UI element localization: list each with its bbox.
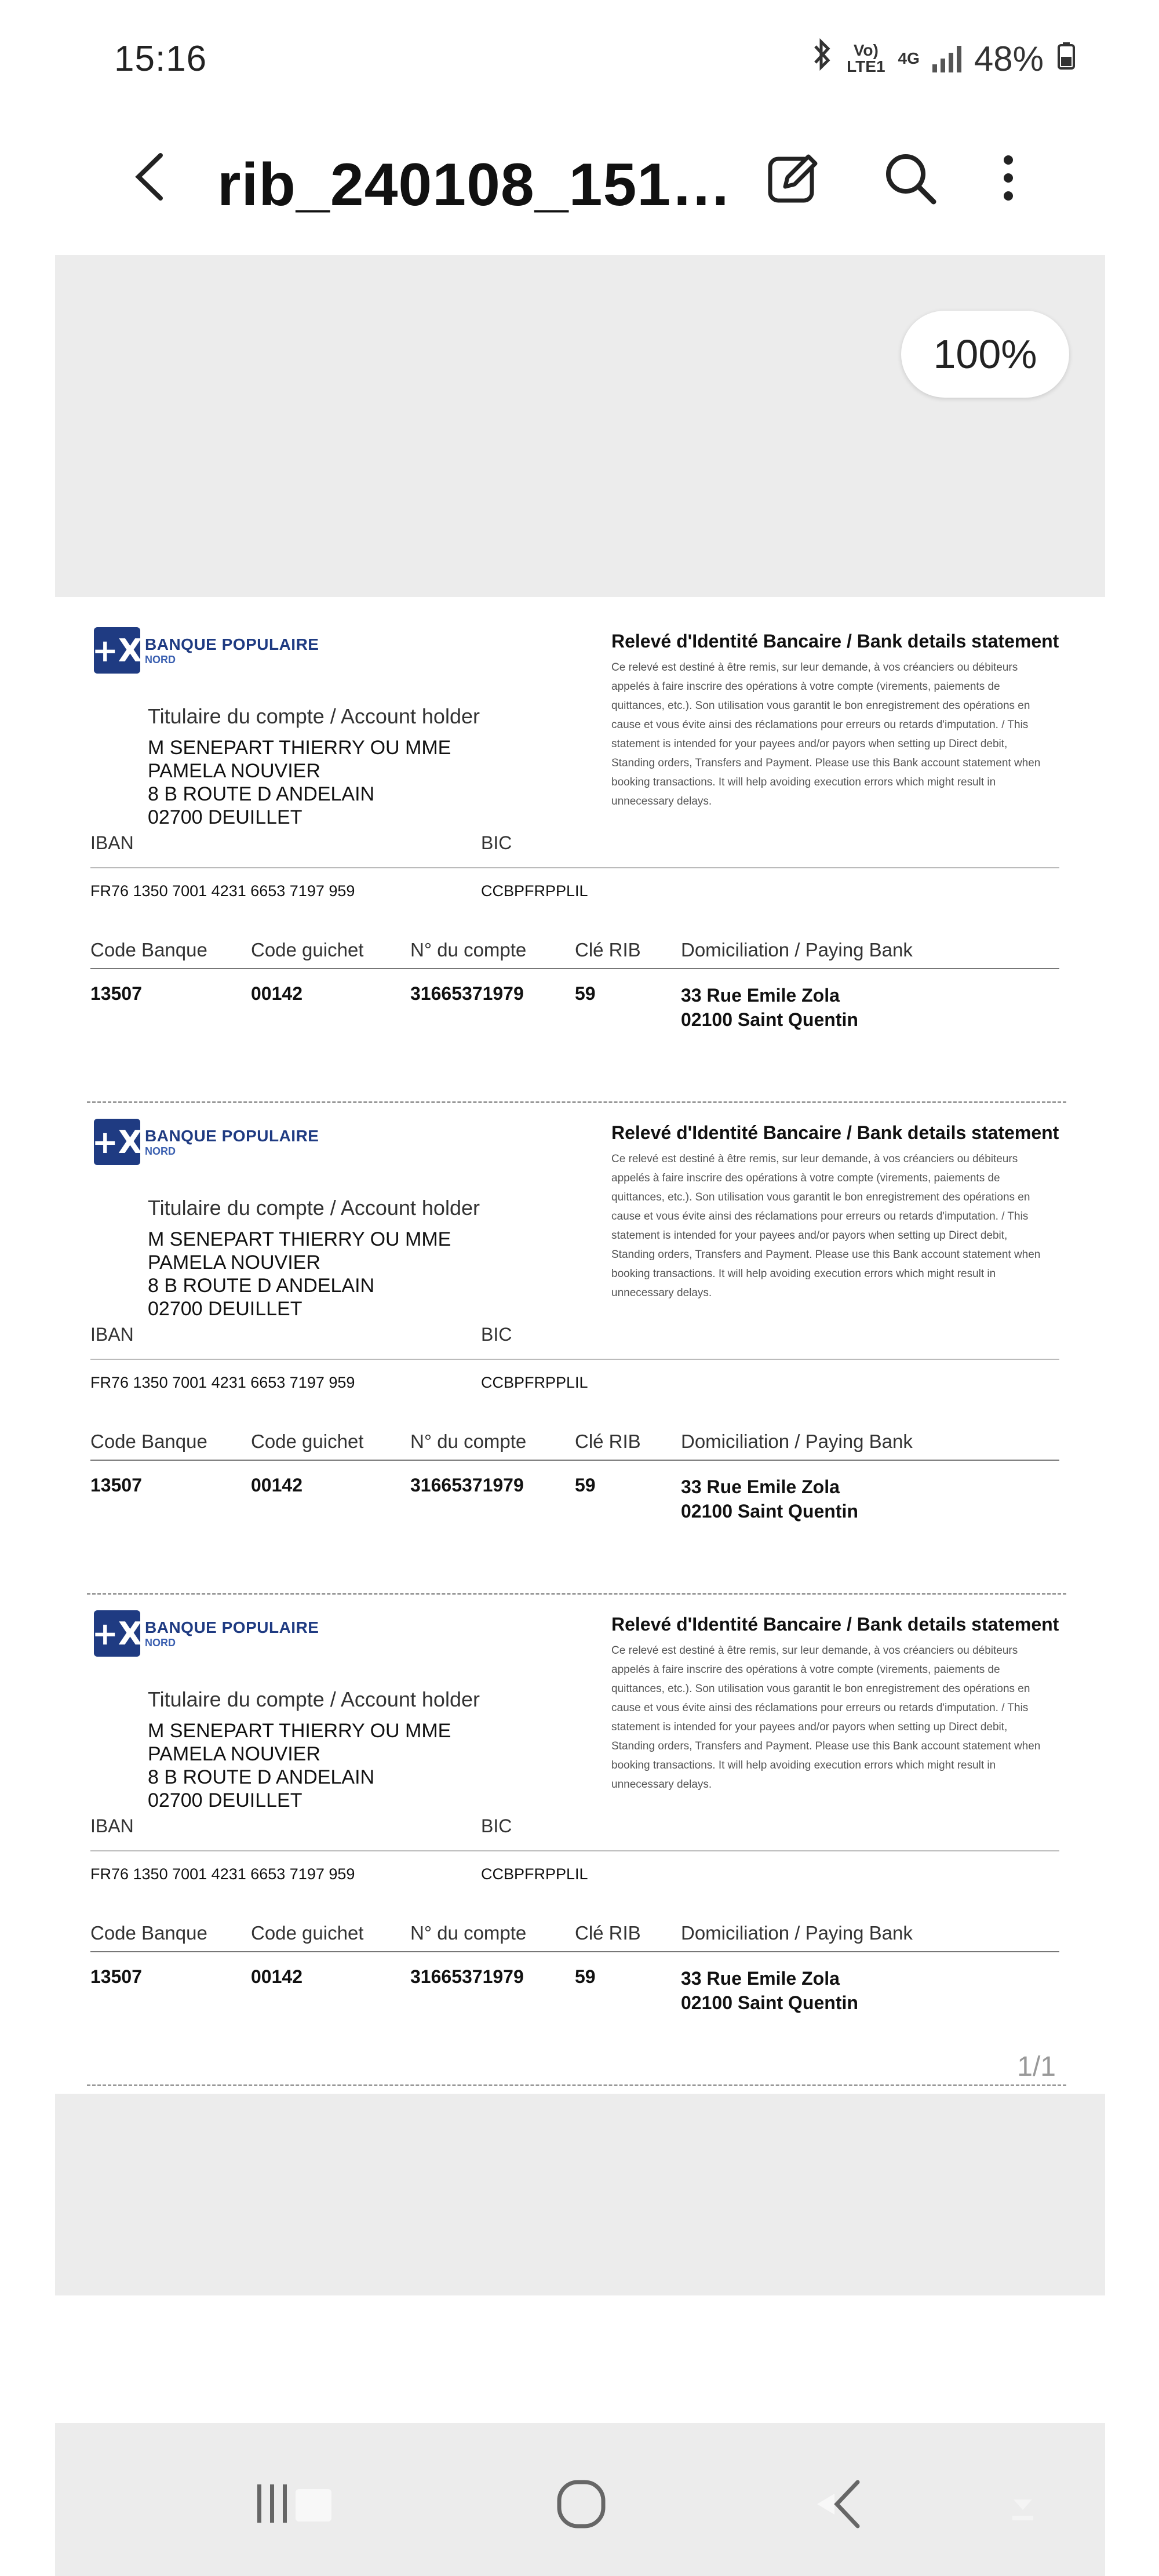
iban-value: FR76 1350 7001 4231 6653 7197 959 xyxy=(90,1865,355,1883)
holder-address xyxy=(148,1228,451,1320)
divider xyxy=(90,867,1059,868)
search-icon xyxy=(878,146,942,210)
holder-label: Titulaire du compte / Account holder xyxy=(148,1196,480,1220)
search-button[interactable] xyxy=(878,146,942,210)
header-domiciliation: Domiciliation / Paying Bank xyxy=(681,939,913,960)
cle-rib-value: 59 xyxy=(575,1475,596,1496)
recents-button[interactable] xyxy=(255,2481,342,2527)
holder-line: M SENEPART THIERRY OU MME xyxy=(148,1228,451,1250)
left-edge xyxy=(0,0,55,2576)
divider xyxy=(90,1850,1059,1851)
bank-name: BANQUE POPULAIRE xyxy=(145,635,319,653)
header-code-banque: Code Banque xyxy=(90,939,207,960)
recents-icon xyxy=(255,2481,342,2527)
code-guichet-value: 00142 xyxy=(251,1966,302,1987)
iban-label: IBAN xyxy=(90,832,134,853)
holder-address xyxy=(148,736,451,829)
home-button[interactable] xyxy=(553,2476,609,2532)
iban-value: FR76 1350 7001 4231 6653 7197 959 xyxy=(90,882,355,900)
header-cle-rib: Clé RIB xyxy=(575,1922,641,1944)
signal-icon xyxy=(932,45,961,72)
code-banque-value: 13507 xyxy=(90,983,142,1004)
document-viewer[interactable] xyxy=(55,255,1105,2295)
code-guichet-value: 00142 xyxy=(251,1475,302,1496)
bank-name: BANQUE POPULAIRE xyxy=(145,1618,319,1636)
phone-screen xyxy=(55,0,1105,2576)
paying-bank-address xyxy=(681,983,858,1032)
edit-button[interactable] xyxy=(762,146,826,210)
statement-text: Ce relevé est destiné à être remis, sur leur demande, à vos créanciers ou débiteurs appelés à faire inscrire des opérations à votre compte (virements, paiements de quittances, etc.). Son utilisation vous garantit le bon enregistrement des opérations en cause et vous évite ainsi des réclamations pour erreurs ou retards d'imputation. / This statement is intended for your payees and/or payors when setting up Direct debit, Standing orders, Transfers and Payment. Please use this Bank account statement when booking transactions. It will help avoiding execution errors which might result in unnecessary delays. xyxy=(611,661,1041,807)
header-domiciliation: Domiciliation / Paying Bank xyxy=(681,1431,913,1452)
holder-address xyxy=(148,1719,451,1812)
holder-line: 02700 DEUILLET xyxy=(148,1298,302,1320)
volte-top-label: Vo) xyxy=(853,41,879,59)
status-time: 15:16 xyxy=(114,39,207,79)
right-edge xyxy=(1105,0,1159,2576)
bic-label: BIC xyxy=(481,1324,512,1345)
header-code-guichet: Code guichet xyxy=(251,1922,364,1944)
rib-block xyxy=(55,1089,1105,1580)
bank-logo xyxy=(94,1610,319,1657)
battery-icon xyxy=(1056,39,1076,79)
paying-bank-address xyxy=(681,1475,858,1523)
zoom-indicator: 100% xyxy=(901,311,1069,398)
divider xyxy=(90,968,1059,969)
cle-rib-value: 59 xyxy=(575,1966,596,1987)
bank-region: NORD xyxy=(145,653,176,665)
statement-title: Relevé d'Identité Bancaire / Bank details statement xyxy=(611,1122,1059,1143)
volte-indicator xyxy=(847,42,885,75)
holder-line: 8 B ROUTE D ANDELAIN xyxy=(148,1275,375,1297)
header-cle-rib: Clé RIB xyxy=(575,939,641,960)
pdf-page xyxy=(55,597,1105,2094)
holder-label: Titulaire du compte / Account holder xyxy=(148,704,480,728)
bluetooth-icon xyxy=(811,37,834,80)
holder-line: 8 B ROUTE D ANDELAIN xyxy=(148,783,375,805)
address-line: 33 Rue Emile Zola xyxy=(681,985,840,1006)
header-code-banque: Code Banque xyxy=(90,1922,207,1944)
chevron-down-icon xyxy=(1005,2487,1040,2527)
holder-line: 8 B ROUTE D ANDELAIN xyxy=(148,1766,375,1788)
document-title: rib_240108_151… xyxy=(217,151,732,219)
rib-block xyxy=(55,1580,1105,2072)
app-bar xyxy=(55,122,1105,255)
code-guichet-value: 00142 xyxy=(251,983,302,1004)
page-count: 1/1 xyxy=(1017,2051,1056,2082)
bic-label: BIC xyxy=(481,1815,512,1836)
edit-icon xyxy=(762,146,826,210)
address-line: 02100 Saint Quentin xyxy=(681,1501,858,1522)
iban-value: FR76 1350 7001 4231 6653 7197 959 xyxy=(90,1374,355,1391)
iban-label: IBAN xyxy=(90,1324,134,1345)
holder-line: 02700 DEUILLET xyxy=(148,806,302,828)
divider xyxy=(90,1951,1059,1952)
bank-logo xyxy=(94,627,319,674)
header-numero-compte: N° du compte xyxy=(410,1431,527,1452)
back-button[interactable] xyxy=(119,145,183,209)
bic-label: BIC xyxy=(481,832,512,853)
bank-logo-mark: +X xyxy=(94,1119,140,1165)
keyboard-hide-button[interactable] xyxy=(1005,2487,1040,2527)
navigation-bar xyxy=(55,2423,1105,2576)
bic-value: CCBPFRPPLIL xyxy=(481,1374,588,1391)
numero-compte-value: 31665371979 xyxy=(410,1475,524,1496)
code-banque-value: 13507 xyxy=(90,1475,142,1496)
holder-line: M SENEPART THIERRY OU MME xyxy=(148,737,451,759)
holder-line: 02700 DEUILLET xyxy=(148,1789,302,1811)
address-line: 02100 Saint Quentin xyxy=(681,1009,858,1030)
bank-logo xyxy=(94,1119,319,1165)
address-line: 33 Rue Emile Zola xyxy=(681,1476,840,1497)
header-numero-compte: N° du compte xyxy=(410,939,527,960)
nav-back-button[interactable] xyxy=(811,2476,869,2532)
bank-name: BANQUE POPULAIRE xyxy=(145,1126,319,1145)
code-banque-value: 13507 xyxy=(90,1966,142,1987)
holder-label: Titulaire du compte / Account holder xyxy=(148,1687,480,1711)
bank-logo-mark: +X xyxy=(94,627,140,674)
header-numero-compte: N° du compte xyxy=(410,1922,527,1944)
header-code-banque: Code Banque xyxy=(90,1431,207,1452)
header-domiciliation: Domiciliation / Paying Bank xyxy=(681,1922,913,1944)
home-icon xyxy=(553,2476,609,2532)
back-arrow-icon xyxy=(119,145,183,209)
network-gen-label: 4G xyxy=(898,49,920,67)
bank-logo-mark: +X xyxy=(94,1610,140,1657)
address-line: 33 Rue Emile Zola xyxy=(681,1968,840,1989)
cut-line xyxy=(87,2084,1066,2086)
holder-line: PAMELA NOUVIER xyxy=(148,1743,320,1765)
volte-bottom-label: LTE1 xyxy=(847,57,885,75)
bank-region: NORD xyxy=(145,1636,176,1649)
holder-line: PAMELA NOUVIER xyxy=(148,1251,320,1274)
header-cle-rib: Clé RIB xyxy=(575,1431,641,1452)
bic-value: CCBPFRPPLIL xyxy=(481,882,588,900)
holder-line: PAMELA NOUVIER xyxy=(148,760,320,782)
address-line: 02100 Saint Quentin xyxy=(681,1992,858,2013)
holder-line: M SENEPART THIERRY OU MME xyxy=(148,1720,451,1742)
bic-value: CCBPFRPPLIL xyxy=(481,1865,588,1883)
numero-compte-value: 31665371979 xyxy=(410,983,524,1004)
numero-compte-value: 31665371979 xyxy=(410,1966,524,1987)
rib-block xyxy=(55,597,1105,1089)
battery-label: 48% xyxy=(974,39,1044,78)
more-options-button[interactable] xyxy=(988,146,1029,210)
statement-title: Relevé d'Identité Bancaire / Bank details statement xyxy=(611,631,1059,652)
header-code-guichet: Code guichet xyxy=(251,1431,364,1452)
divider xyxy=(90,1359,1059,1360)
header-code-guichet: Code guichet xyxy=(251,939,364,960)
statement-title: Relevé d'Identité Bancaire / Bank details statement xyxy=(611,1614,1059,1635)
divider xyxy=(90,1460,1059,1461)
nav-back-icon xyxy=(811,2476,869,2532)
status-icons xyxy=(811,37,1076,80)
status-bar xyxy=(55,0,1105,122)
paying-bank-address xyxy=(681,1966,858,2015)
statement-text: Ce relevé est destiné à être remis, sur leur demande, à vos créanciers ou débiteurs appelés à faire inscrire des opérations à votre compte (virements, paiements de quittances, etc.). Son utilisation vous garantit le bon enregistrement des opérations en cause et vous évite ainsi des réclamations pour erreurs ou retards d'imputation. / This statement is intended for your payees and/or payors when setting up Direct debit, Standing orders, Transfers and Payment. Please use this Bank account statement when booking transactions. It will help avoiding execution errors which might result in unnecessary delays. xyxy=(611,1644,1041,1791)
iban-label: IBAN xyxy=(90,1815,134,1836)
cle-rib-value: 59 xyxy=(575,983,596,1004)
more-vert-icon xyxy=(988,146,1029,210)
statement-text: Ce relevé est destiné à être remis, sur leur demande, à vos créanciers ou débiteurs appelés à faire inscrire des opérations à votre compte (virements, paiements de quittances, etc.). Son utilisation vous garantit le bon enregistrement des opérations en cause et vous évite ainsi des réclamations pour erreurs ou retards d'imputation. / This statement is intended for your payees and/or payors when setting up Direct debit, Standing orders, Transfers and Payment. Please use this Bank account statement when booking transactions. It will help avoiding execution errors which might result in unnecessary delays. xyxy=(611,1153,1041,1299)
bank-region: NORD xyxy=(145,1145,176,1157)
